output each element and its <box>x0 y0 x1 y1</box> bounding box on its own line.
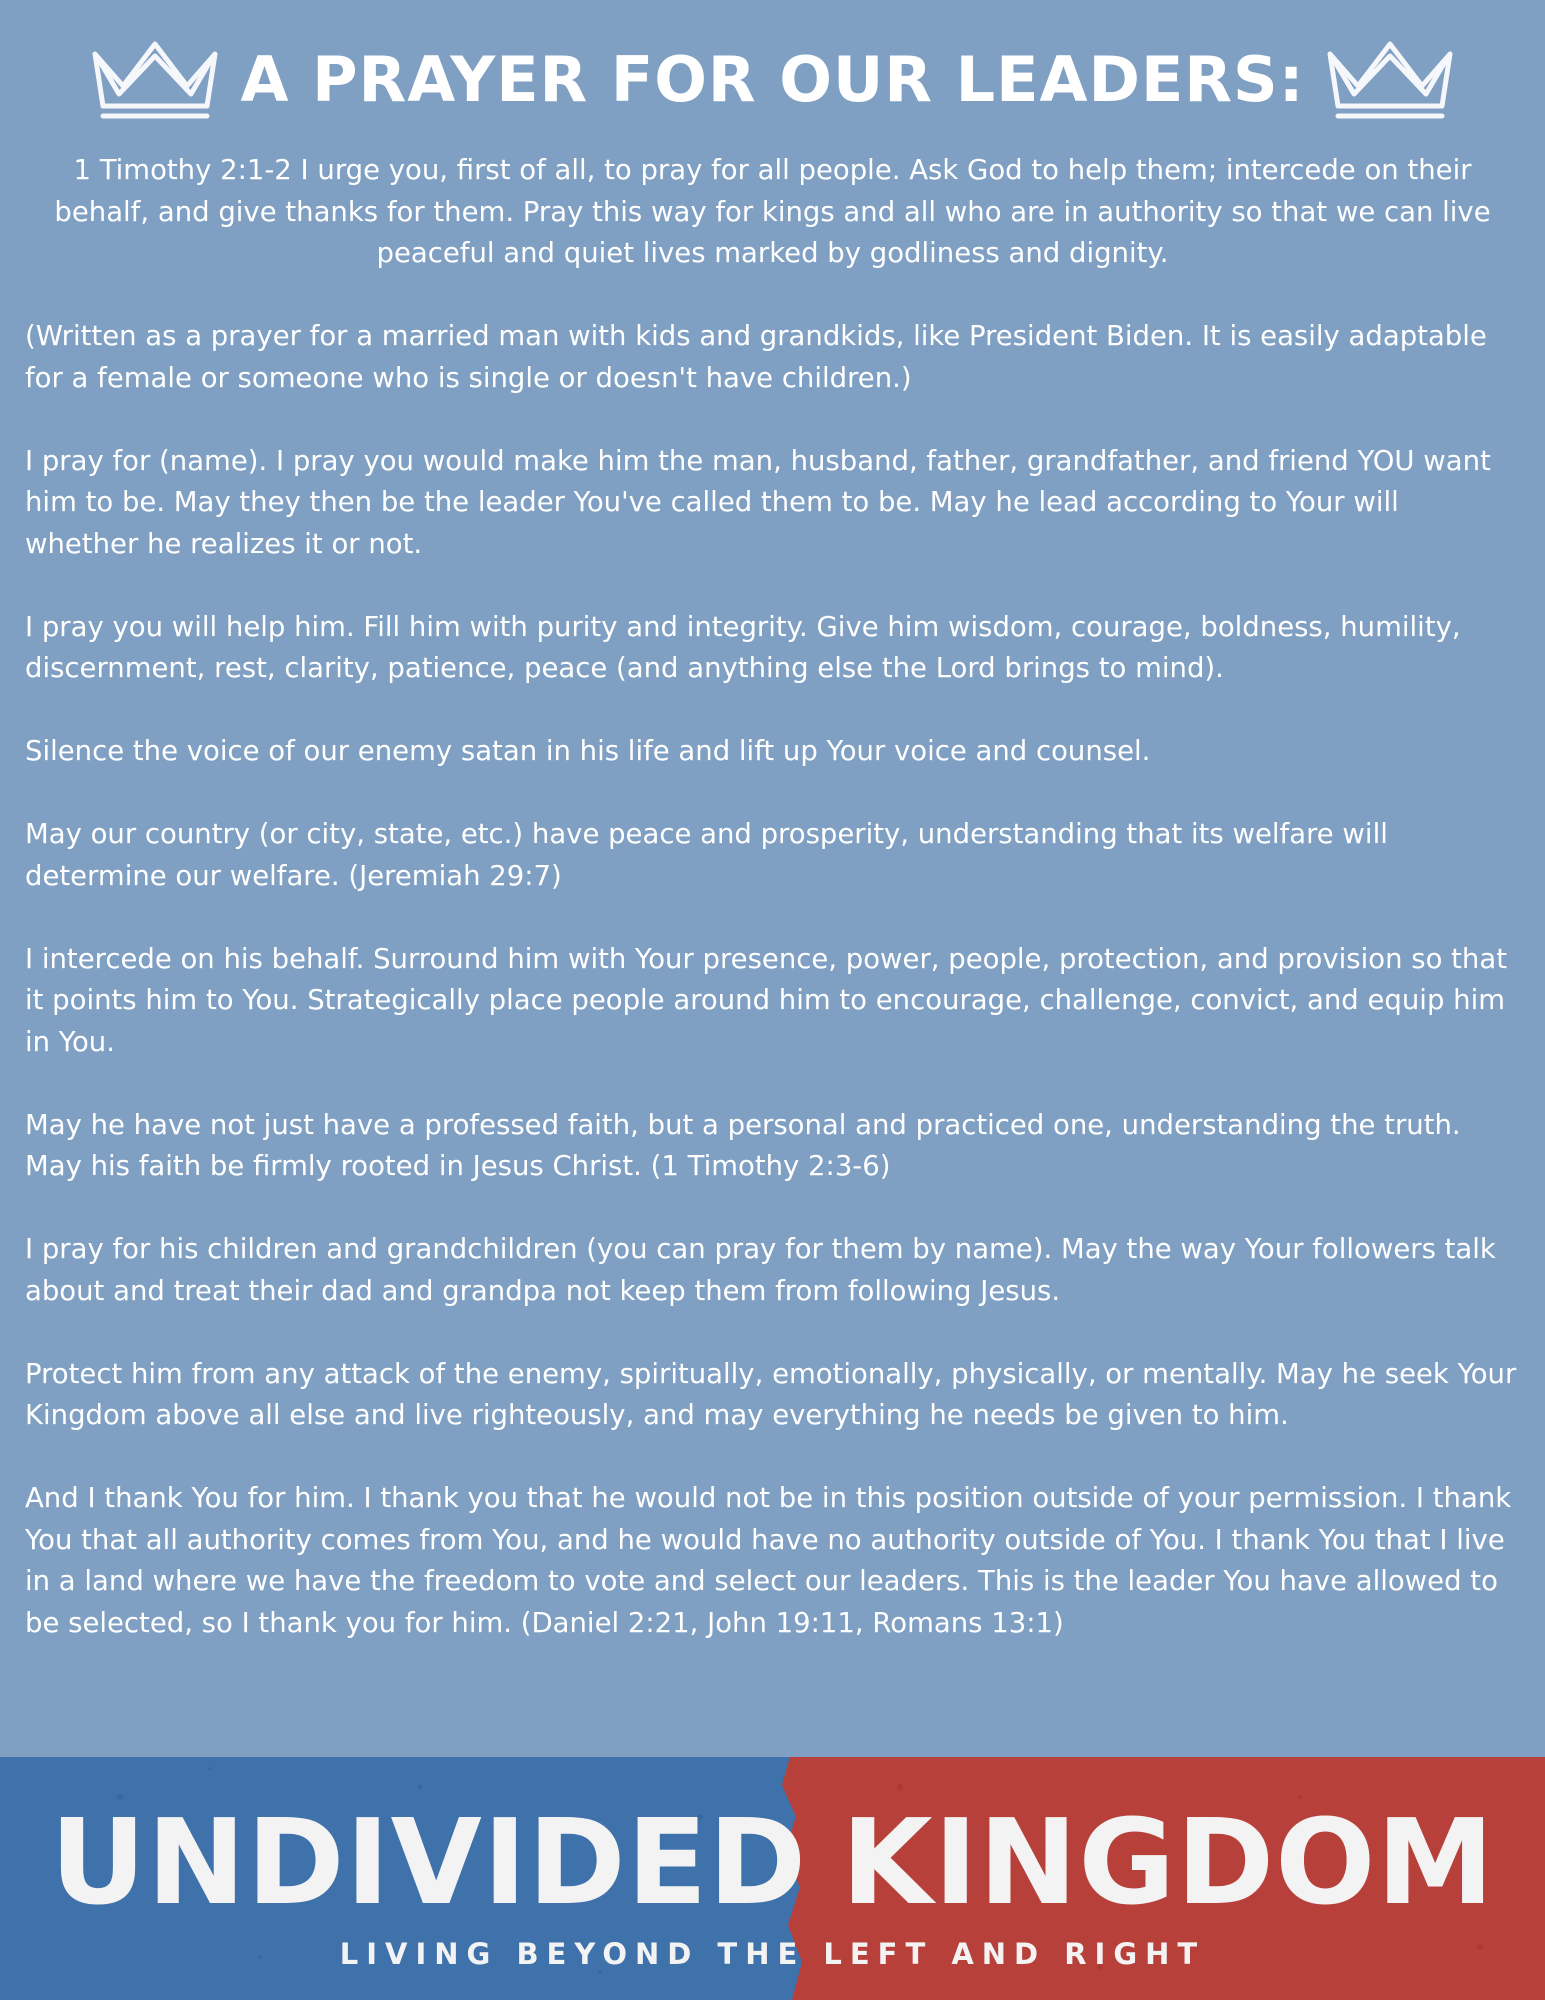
brand-banner <box>0 1757 1545 2000</box>
scripture-paragraph: 1 Timothy 2:1-2 I urge you, first of all, to pray for all people. Ask God to help them; intercede on their behalf, and give thanks for them. Pray this way for kings and all who are in authority so that we can live peaceful and quiet lives marked by godliness and dignity. <box>54 154 1491 269</box>
prayer-paragraph: I pray you will help him. Fill him with purity and integrity. Give him wisdom, courage, boldness, humility, discernment, rest, clarity, patience, peace (and anything else the Lord brings to mind). <box>25 610 1461 684</box>
brand-word-kingdom: KINGDOM <box>841 1793 1495 1931</box>
prayer-paragraph: May he have not just have a professed faith, but a personal and practiced one, understanding the truth. May his faith be firmly rooted in Jesus Christ. (1 Timothy 2:3-6) <box>25 1108 1461 1182</box>
prayer-paragraph: I pray for (name). I pray you would make him the man, husband, father, grandfather, and friend YOU want him to be. May they then be the leader You've called them to be. May he lead according to Your will whether he realizes it or not. <box>25 444 1491 560</box>
prayer-paragraph: I intercede on his behalf. Surround him with Your presence, power, people, protection, and provision so that it points him to You. Strategically place people around him to encourage, challenge, convict, and equip him in You. <box>25 942 1507 1058</box>
prayer-paragraph: May our country (or city, state, etc.) have peace and prosperity, understanding that its welfare will determine our welfare. (Jeremiah 29:7) <box>25 818 1388 892</box>
prayer-paragraph: And I thank You for him. I thank you that he would not be in this position outside of your permission. I thank You that all authority comes from You, and he would have no authority outside of You. I thank You that I live in a land where we have the freedom to vote and select our leaders. This is the leader You have allowed to be selected, so I thank you for him. (Daniel 2:21, John 19:11, Romans 13:1) <box>25 1482 1512 1639</box>
prayer-paragraph: Silence the voice of our enemy satan in his life and lift up Your voice and counsel. <box>25 735 1151 767</box>
crown-icon <box>1320 34 1460 124</box>
brand-tagline: LIVING BEYOND THE LEFT AND RIGHT <box>339 1937 1206 1971</box>
prayer-paragraph: Protect him from any attack of the enemy, spiritually, emotionally, physically, or mentally. May he seek Your Kingdom above all else and live righteously, and may everything he needs be given to him. <box>25 1357 1517 1431</box>
brand-logo <box>0 1793 1545 1931</box>
prayer-body <box>25 150 1520 1644</box>
crown-icon <box>85 34 225 124</box>
page-title: A PRAYER FOR OUR LEADERS: <box>240 43 1305 116</box>
note-paragraph: (Written as a prayer for a married man with kids and grandkids, like President Biden. It is easily adaptable for a female or someone who is single or doesn't have children.) <box>25 320 1487 394</box>
prayer-paragraph: I pray for his children and grandchildren (you can pray for them by name). May the way Your followers talk about and treat their dad and grandpa not keep them from following Jesus. <box>25 1233 1496 1307</box>
page-header <box>0 30 1545 130</box>
brand-word-undivided: UNDIVIDED <box>50 1793 808 1931</box>
